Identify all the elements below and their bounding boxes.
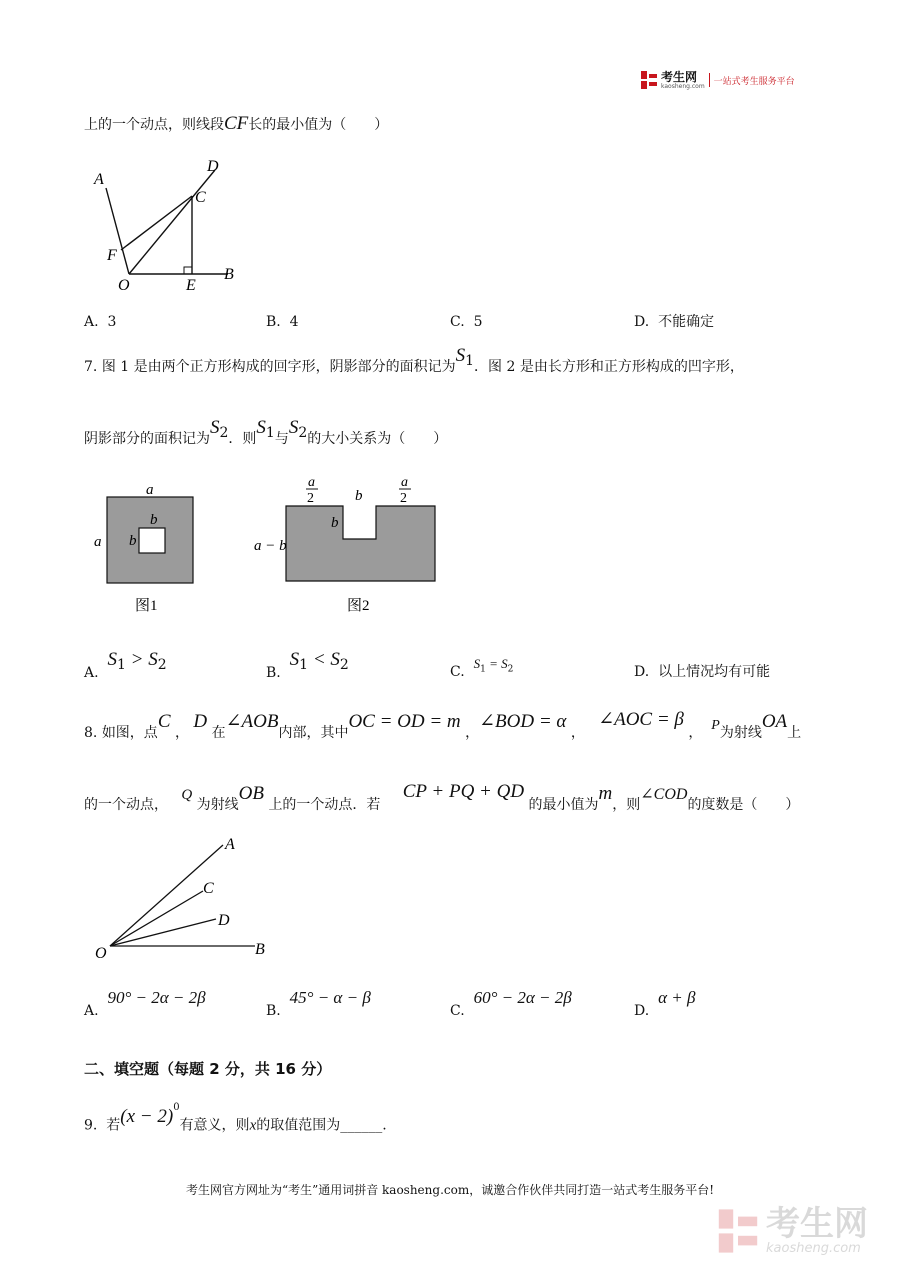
q8-text-2: 在 (211, 725, 226, 741)
q7-s2-symbol: S (210, 417, 220, 438)
q6-segment-cf: CF (224, 113, 249, 134)
q9-expression: (x − 2) (120, 1105, 174, 1127)
q8-stem-line1 (84, 709, 802, 744)
q9-text-1: 若 (106, 1117, 121, 1134)
q7-s1-subscript: 1 (465, 352, 475, 369)
q8-point-p: P (711, 718, 720, 733)
q8-eq-oc-od-m: OC = OD = m (348, 711, 461, 732)
q8-text-10: ，则 (612, 797, 641, 813)
q7-s2-subscript: 2 (219, 424, 229, 441)
q7-option-c[interactable]: C. $S_1 = S_2$ (450, 656, 514, 680)
q7-stem-line2 (84, 417, 448, 453)
q8-point-q: Q (181, 787, 193, 803)
q7-line2-text-d: 的大小关系为（ ） (307, 431, 448, 447)
q9-exponent: 0 (173, 1102, 180, 1113)
q7-fig2-a-left-den: 2 (307, 491, 314, 506)
q7-s1-ref-subscript: 1 (265, 424, 275, 441)
q9-text-3: 的取值范围为______. (256, 1117, 387, 1134)
q8-text-3: 内部，其中 (278, 725, 349, 741)
q7-fig2-shape (286, 506, 435, 581)
q8-ray-oa: OA (761, 711, 788, 732)
q8-comma-1: ， (174, 725, 189, 741)
q6-label-e: E (186, 277, 196, 294)
q8-comma-3: ， (570, 725, 585, 741)
q8-sum-cp-pq-qd: CP + PQ + QD (402, 781, 525, 802)
q7-option-b[interactable]: B. $S_1 < S_2$ (266, 649, 349, 681)
q7-fig2-label-b-top: b (355, 488, 363, 504)
q8-option-c[interactable]: C. 60° − 2α − 2β (450, 988, 572, 1019)
q7-line2-text-a: 阴影部分的面积记为 (84, 431, 210, 447)
q6-option-c[interactable]: C. 5 (450, 314, 483, 330)
q6-ray-od (129, 170, 215, 274)
q8-eq-bod-alpha: ∠BOD = α (479, 711, 567, 732)
q7-fig2-label-a-minus-b: a − b (254, 538, 287, 554)
q8-text-9: 的最小值为 (528, 797, 599, 813)
header-divider (709, 73, 710, 87)
q8-option-a[interactable]: A. 90° − 2α − 2β (84, 988, 206, 1019)
q9-text-2: 有意义，则 (179, 1117, 250, 1134)
q9-stem (84, 1102, 387, 1136)
q8-figure (90, 832, 280, 964)
q7-figure-2 (250, 472, 450, 618)
q6-option-b[interactable]: B. 4 (266, 314, 299, 330)
q6-label-b: B (224, 266, 234, 283)
q6-stem-text-b: 长的最小值为（ ） (248, 117, 389, 133)
q9-number: 9. (84, 1117, 98, 1134)
header-brand: 考生网 (661, 69, 698, 84)
q8-text-4: 为射线 (719, 725, 762, 741)
q7-option-a[interactable]: A. $S_1 > S_2$ (84, 649, 167, 681)
kaosheng-logo-icon (640, 70, 658, 90)
header-brand-domain: kaosheng.com (661, 82, 705, 90)
q8-text-6: 的一个动点， (84, 797, 168, 813)
q8-text-1: 如图，点 (101, 725, 158, 741)
q7-fig1-inner-square (139, 528, 165, 553)
q7-fig1-label-b-left: b (129, 533, 137, 549)
q8-comma-4: ， (688, 725, 703, 741)
q8-value-m: m (598, 783, 613, 804)
q7-fig2-caption: 图2 (347, 598, 370, 614)
q8-text-11: 的度数是（ ） (687, 797, 800, 813)
q7-fig2-label-b-left: b (331, 515, 339, 531)
q8-angle-cod: ∠COD (640, 786, 688, 803)
header-logo[interactable] (640, 70, 795, 90)
q7-line1-text-a: 图 1 是由两个正方形构成的回字形，阴影部分的面积记为 (101, 359, 456, 375)
q7-line1-text-b: ．图 2 是由长方形和正方形构成的凹字形， (474, 359, 744, 375)
q7-fig2-a-left-num: a (308, 475, 315, 490)
q7-fig1-label-a-top: a (146, 482, 154, 498)
q7-option-d[interactable]: D. 以上情况均有可能 (634, 664, 771, 680)
q8-label-a: A (225, 836, 235, 853)
q8-option-d[interactable]: D. α + β (634, 988, 696, 1019)
q8-label-d: D (218, 912, 230, 929)
q8-label-c: C (203, 880, 214, 897)
q7-fig1-caption: 图1 (135, 598, 158, 614)
q7-fig1-label-a-left: a (94, 534, 102, 550)
q7-fig2-a-right-num: a (401, 475, 408, 490)
q6-right-angle-mark (184, 267, 192, 274)
q6-option-a[interactable]: A. 3 (84, 314, 117, 330)
q7-fig2-a-right-den: 2 (400, 491, 407, 506)
q8-stem-line2 (84, 781, 800, 815)
q7-s1-ref: S (256, 417, 266, 438)
q7-s2-ref: S (288, 417, 299, 438)
q6-label-f: F (107, 247, 117, 264)
q6-label-c: C (195, 189, 206, 206)
q7-line2-text-b: ．则 (228, 431, 257, 447)
q6-stem-text-a: 上的一个动点，则线段 (84, 117, 224, 133)
q6-label-a: A (94, 171, 104, 188)
q6-label-d: D (207, 158, 219, 175)
q7-figure-1 (88, 478, 208, 618)
q6-figure (88, 150, 248, 295)
q8-point-d: D (193, 711, 208, 732)
q8-segment-oc (110, 891, 203, 946)
q6-label-o: O (118, 277, 130, 294)
q8-ray-ob: OB (238, 783, 264, 804)
q7-s2-ref-subscript: 2 (298, 424, 308, 441)
q7-line2-text-c: 与 (274, 431, 289, 447)
q6-segment-cf-line (121, 196, 192, 250)
q8-label-o: O (95, 945, 107, 962)
q8-text-7: 为射线 (196, 797, 239, 813)
q7-number: 7. (84, 359, 98, 375)
q8-eq-aoc-beta: ∠AOC = β (598, 709, 684, 730)
q6-stem (84, 114, 388, 135)
q8-point-c: C (157, 711, 171, 732)
q8-comma-2: ， (465, 725, 480, 741)
q8-label-b: B (255, 941, 265, 958)
watermark-brand: 考生网 (766, 1204, 868, 1244)
q6-option-d[interactable]: D. 不能确定 (634, 314, 715, 330)
q7-fig1-label-b-top: b (150, 512, 158, 528)
q8-option-b[interactable]: B. 45° − α − β (266, 988, 371, 1019)
footer-text: 考生网官方网址为“考生”通用词拼音 kaosheng.com，诚邀合作伙伴共同打造一站式考生服务平台! (185, 1183, 715, 1197)
section-2-title: 二、填空题（每题 2 分，共 16 分） (84, 1060, 332, 1078)
footer-watermark (716, 1206, 868, 1256)
header-slogan: 一站式考生服务平台 (713, 76, 795, 87)
q9-variable-x: x (249, 1117, 257, 1134)
watermark-logo-icon (716, 1207, 760, 1255)
watermark-domain: kaosheng.com (766, 1241, 861, 1256)
q8-angle-aob: ∠AOB (225, 711, 279, 732)
q8-text-8: 上的一个动点．若 (268, 797, 381, 813)
q7-s1-symbol: S (455, 345, 466, 366)
q7-stem-line1 (84, 345, 744, 381)
q8-text-5: 上 (787, 725, 802, 741)
q8-number: 8. (84, 725, 98, 741)
